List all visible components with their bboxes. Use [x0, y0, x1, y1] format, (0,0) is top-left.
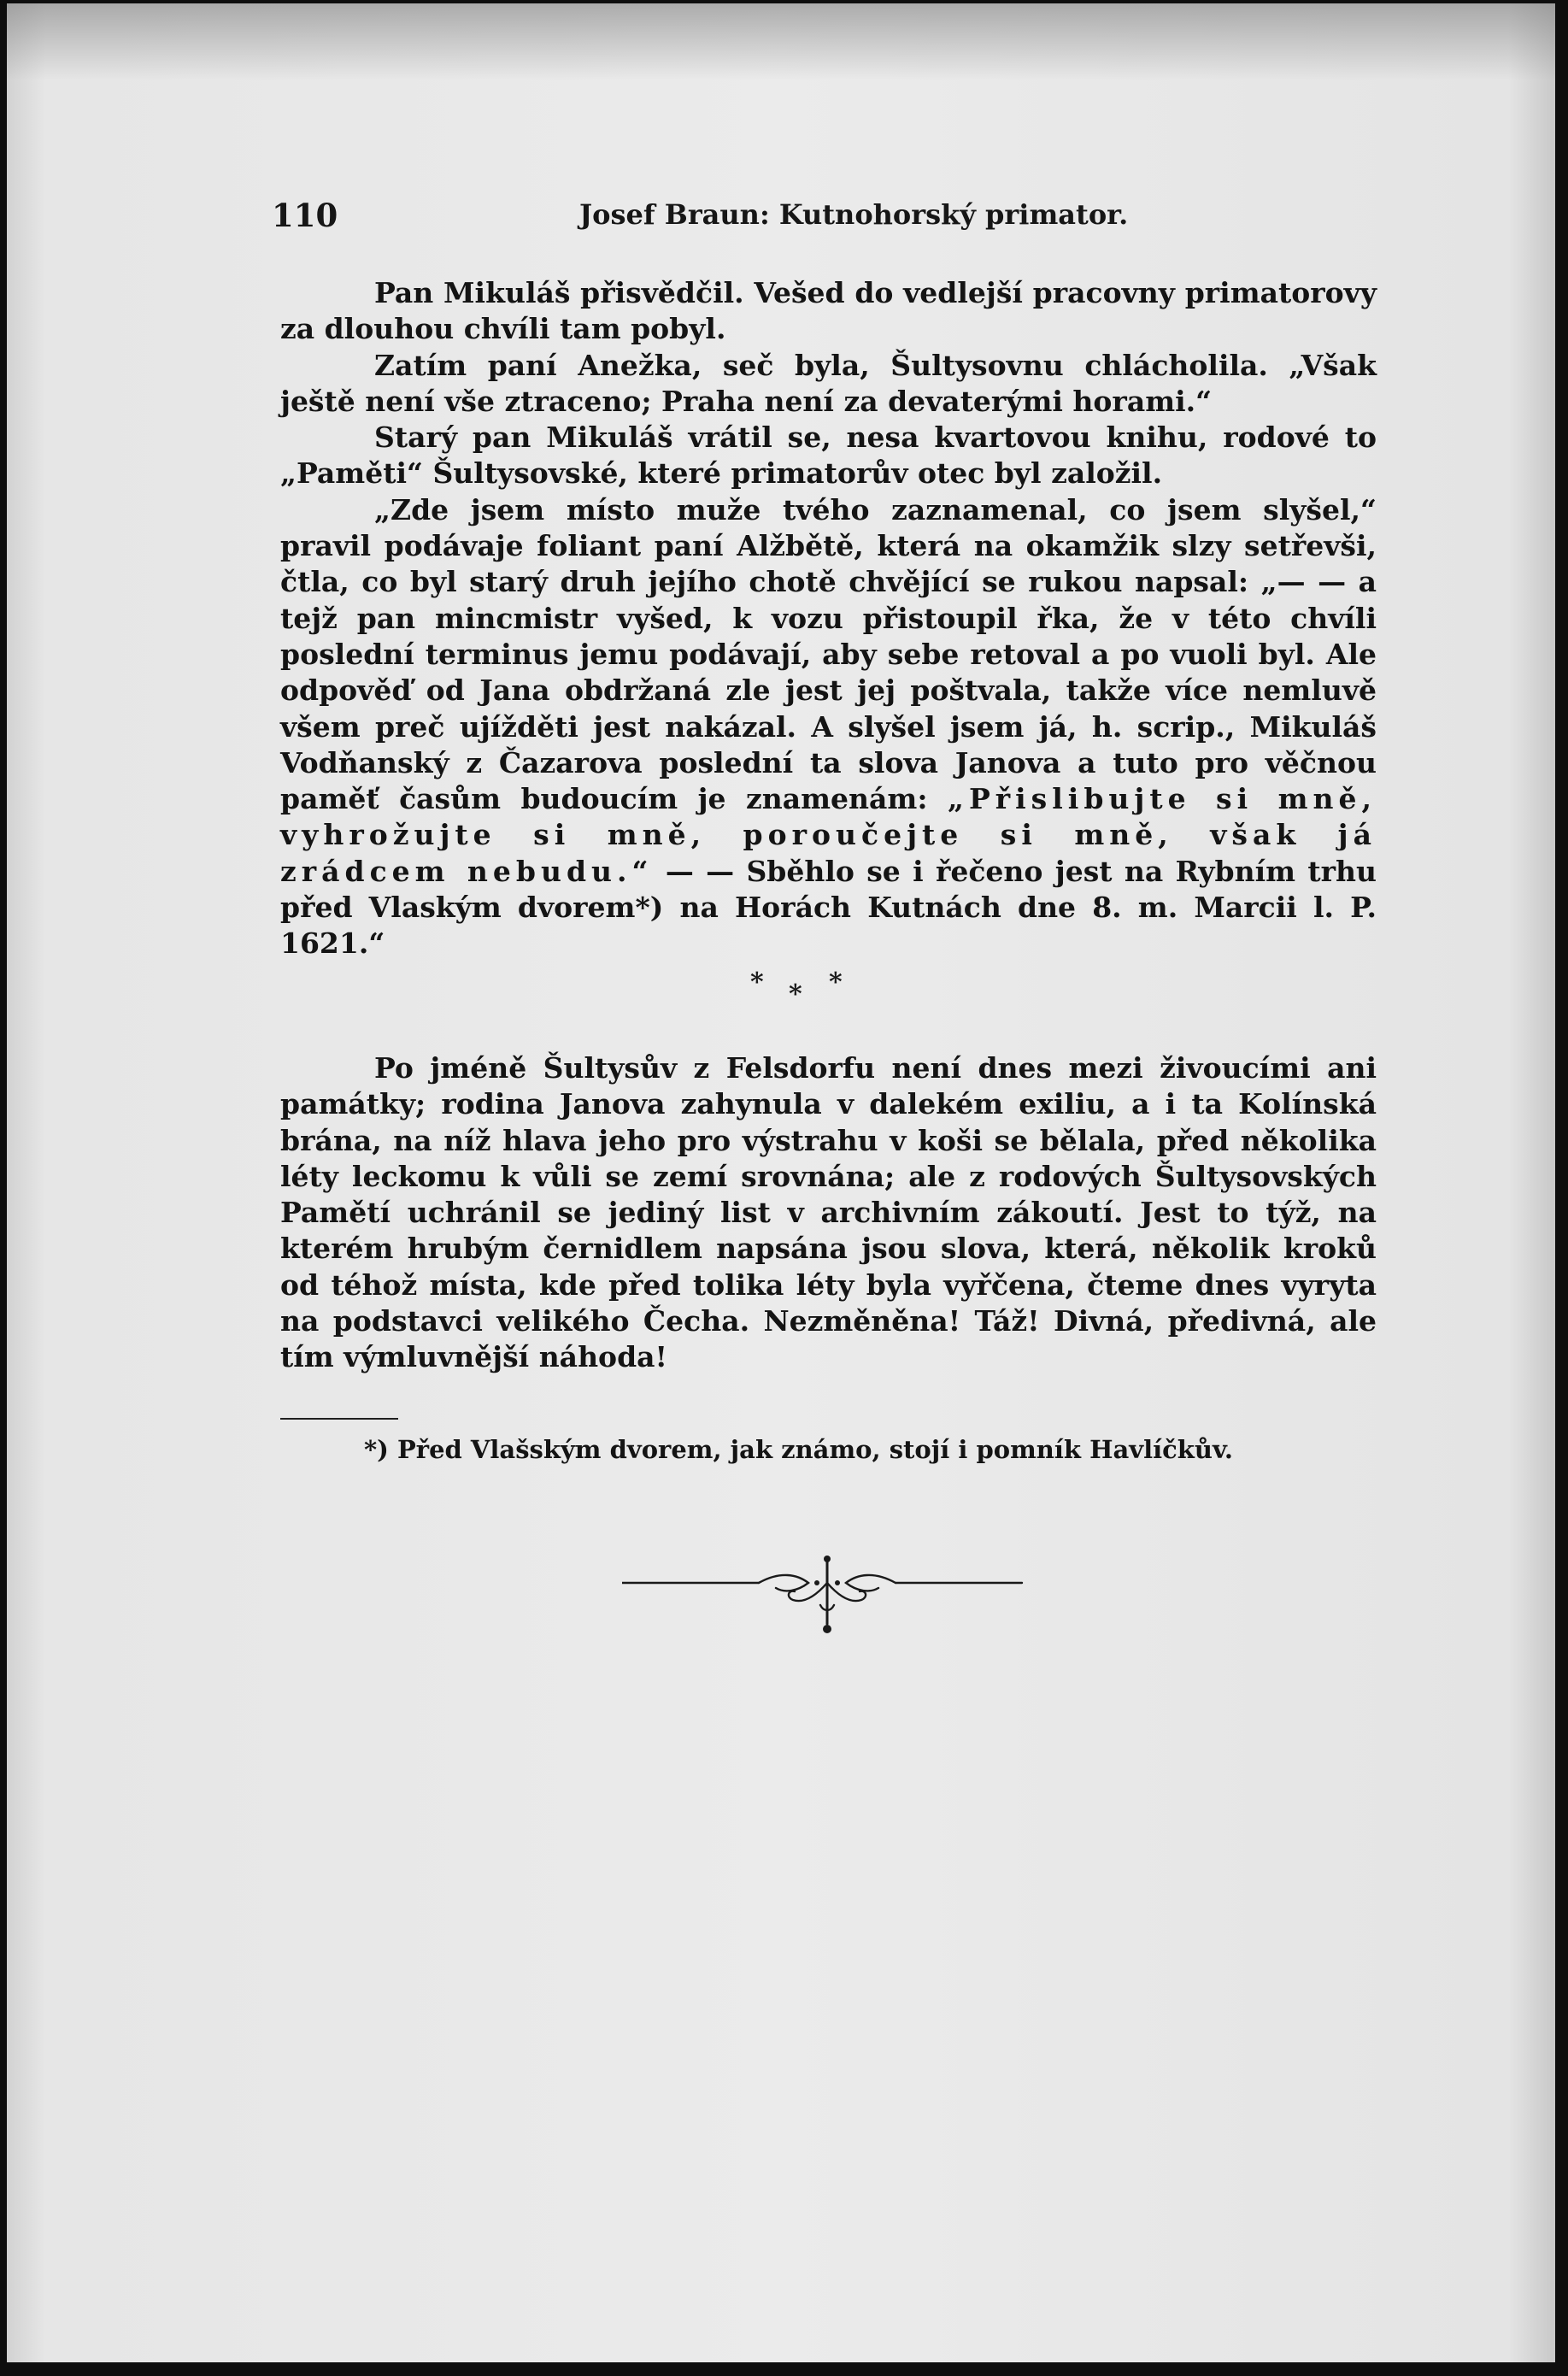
quote-paragraph [280, 492, 1377, 962]
footnote: *) Před Vlašským dvorem, jak známo, stojí i pomník Havlíčkův. [364, 1435, 1234, 1464]
quote-lead: „Zde jsem místo muže tvého zaznamenal, co jsem slyšel,“ pravil podávaje foliant paní Alžbětě, která na okamžik slzy setřevši, čtla, co byl starý druh jejího chotě chvějící se rukou napsal: „— — a tejž pan mincmistr vyšed, k vozu přistoupil řka, že v této chvíli poslední terminus jemu podávají, aby sebe retoval a po vuoli byl. Ale odpověď od Jana obdržaná zle jest jej poštvala, takže více nemluvě všem preč ujížděti jest nakázal. A slyšel jsem já, h. scrip., Mikuláš Vodňanský z Čazarova poslední ta slova Janova a tuto pro věčnou paměť časům budoucím je znamenám: [280, 492, 1377, 816]
asterism-star: * [750, 967, 764, 997]
ornament-dot-right [835, 1580, 840, 1585]
book-page [7, 3, 1555, 2362]
spaced-quote: „Přislibujte si mně, vyhrožujte si mně, poroučejte si mně, však já zrádcem nebudu.“ [280, 782, 1377, 888]
paragraph: Zatím paní Anežka, seč byla, Šultysovnu chlácholila. „Však ještě není vše ztraceno; Praha není za devaterými horami.“ [280, 348, 1377, 418]
closing-paragraph: Po jméně Šultysův z Felsdorfu není dnes mezi živoucími ani památky; rodina Janova zahynula v dalekém exiliu, a i ta Kolínská brána, na níž hlava jeho pro výstrahu v koši se bělala, před několika léty leckomu k vůli se zemí srovnána; ale z rodových Šultysovských Pamětí uchránil se jediný list v archivním zákoutí. Jest to týž, na kterém hrubým černidlem napsána jsou slova, která, několik kroků od téhož místa, kde před tolika léty byla vyřčena, čteme dnes vyryta na podstavci velikého Čecha. Nezměněna! Táž! Divná, předivná, ale tím výmluvnější náhoda! [280, 1051, 1377, 1374]
ornament-dot-bottom [823, 1625, 831, 1633]
quote-tail: — — Sběhlo se i řečeno jest na Rybním trhu před Vlaským dvorem*) na Horách Kutnách dne 8. m. Marcii l. P. 1621.“ [280, 854, 1377, 961]
asterism-star: * [829, 967, 843, 997]
running-head [272, 195, 1383, 239]
asterism [750, 967, 853, 1019]
ornament-scroll-right [846, 1575, 896, 1591]
page-number: 110 [272, 197, 338, 234]
ornament-dot-left [814, 1580, 819, 1585]
ornament-leaf-left [789, 1583, 827, 1601]
page-edge-shadow [7, 3, 1555, 80]
ornament-leaf-right [827, 1583, 866, 1601]
footnote-rule [280, 1418, 398, 1420]
closing-text [280, 1050, 1377, 1376]
tailpiece-ornament [622, 1549, 1032, 1643]
main-text [280, 275, 1377, 962]
running-title: Josef Braun: Kutnohorský primator. [579, 198, 1129, 231]
asterism-star: * [789, 979, 802, 1009]
ornament-scroll-left [759, 1575, 808, 1591]
paragraph: Starý pan Mikuláš vrátil se, nesa kvartovou knihu, rodové to „Paměti“ Šultysovské, které primatorův otec byl založil. [280, 421, 1377, 491]
paragraph: Pan Mikuláš přisvědčil. Vešed do vedlejší pracovny primatorovy za dlouhou chvíli tam pobyl. [280, 276, 1377, 346]
ornament-dot-top [824, 1556, 831, 1562]
